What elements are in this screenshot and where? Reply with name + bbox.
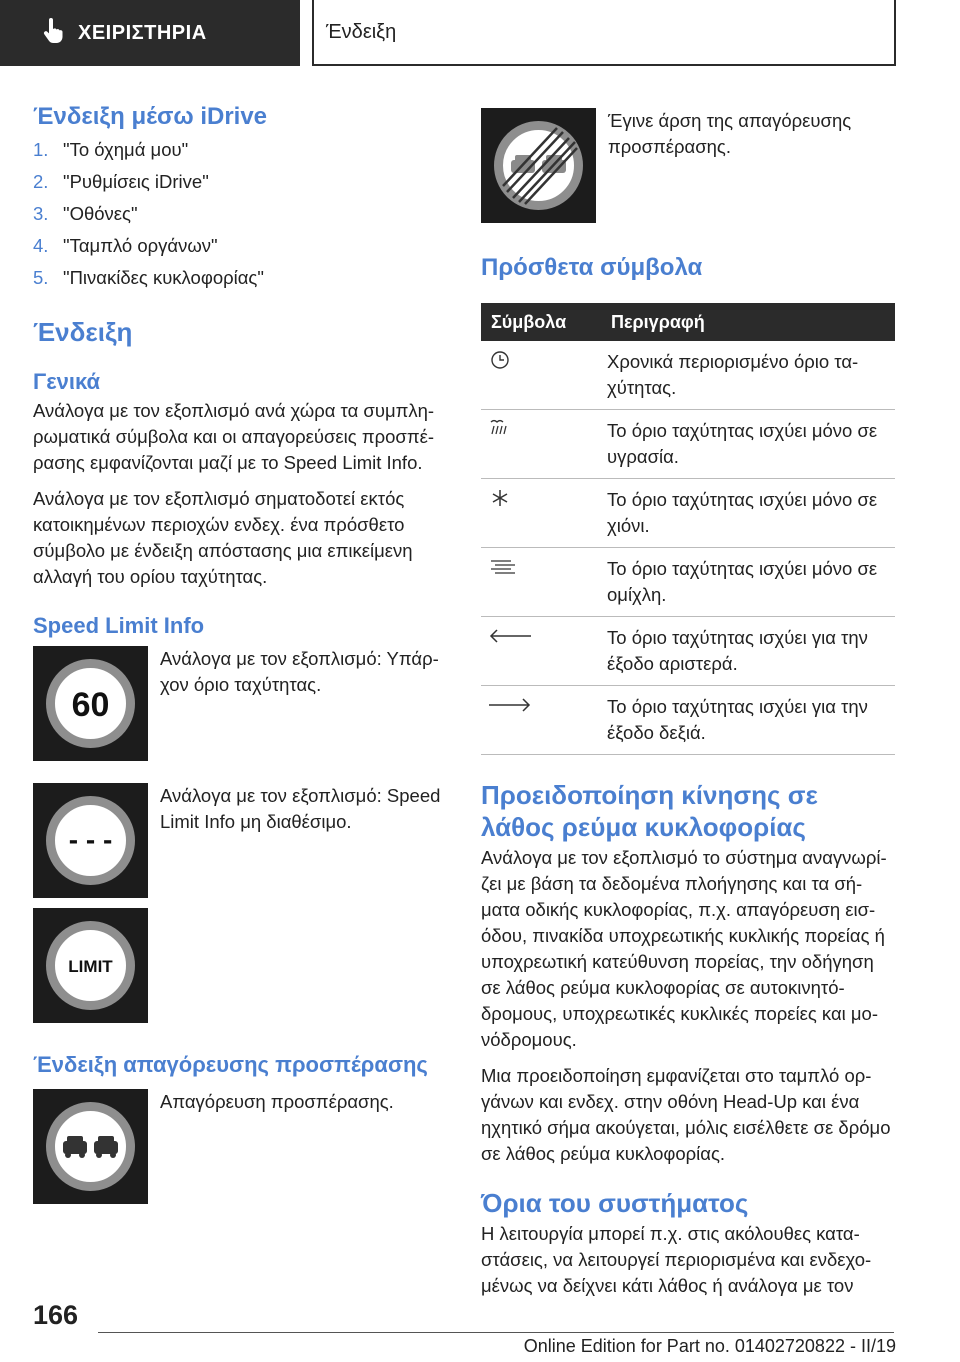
rain-road-icon (487, 423, 513, 444)
sign-description: Έγινε άρση της απαγόρευσης προσπέρασης. (608, 110, 852, 157)
speed-limit-limit-sign (33, 908, 148, 1023)
wrong-way-heading: Προειδοποίηση κίνησης σε λάθος ρεύμα κυκλοφορίας (481, 780, 818, 842)
no-passing-heading: Ένδειξη απαγόρευσης προσπέρασης (33, 1052, 428, 1077)
table-row (481, 617, 895, 686)
sign-text: 60 (71, 686, 110, 724)
hand-pointer-icon (40, 18, 64, 49)
table-row (481, 479, 895, 548)
sign-description: Ανάλογα με τον εξοπλισμό: Speed Limit Info μη διαθέσιμο. (160, 785, 441, 832)
left-column (33, 100, 448, 1204)
speed-limit-info-heading: Speed Limit Info (33, 613, 205, 638)
table-cell: Το όριο ταχύτητας ισχύει μόνο σε υγρασία. (607, 410, 895, 479)
sign-row-limit (33, 908, 448, 1023)
general-paragraph-2: Ανάλογα με τον εξοπλισμό σηματοδοτεί εκτός κατοικημένων περιοχών ενδεχ. ένα πρόσθετο σύμβολο με ένδειξη απόστασης μια επικείμενη αλλαγή του ορίου ταχύτητας. (33, 488, 413, 587)
sign-row-60 (33, 646, 448, 761)
general-paragraph-1: Ανάλογα με τον εξοπλισμό ανά χώρα τα συμπλη-ρωματικά σύμβολα και οι απαγορεύσεις προσπέ-ρασης εμφανίζονται μαζί με το Speed Limit Info. (33, 400, 435, 473)
page-footer (0, 1300, 960, 1362)
speed-limit-unavailable-sign (33, 783, 148, 898)
sign-description: Ανάλογα με τον εξοπλισμό: Υπάρ-χον όριο ταχύτητας. (160, 648, 439, 695)
list-item: 1. "Το όχημά μου" (33, 139, 189, 160)
sign-row-unavailable (33, 783, 448, 898)
page-number: 166 (33, 1300, 79, 1330)
clock-icon (487, 354, 513, 375)
general-heading: Γενικά (33, 369, 101, 394)
snowflake-icon (487, 492, 513, 513)
sign-row-no-passing (33, 1089, 448, 1204)
idrive-heading: Ένδειξη μέσω iDrive (33, 103, 268, 130)
right-column (481, 108, 895, 1299)
sign-row-end-no-passing (481, 108, 895, 223)
section-tab (0, 0, 300, 66)
table-cell: Το όριο ταχύτητας ισχύει μόνο σε ομίχλη. (607, 548, 895, 617)
wrong-way-paragraph-1: Ανάλογα με τον εξοπλισμό το σύστημα αναγνωρί-ζει με βάση τα δεδομένα πλοήγησης και τα σή-ματα οδικής κυκλοφορίας, π.χ. απαγόρευση εισ-όδου, πινακίδα υποχρεωτικής κυκλικής πορείας ή υποχρεωτική κατεύθυνση πορείας, την οδήγηση σε λάθος ρεύμα κυκλοφορίας σε αυτοκινητό-δρομους, υποχρεωτικές κυκλικές πορείες και μο-νόδρομους. (481, 847, 887, 1050)
sign-description: Απαγόρευση προσπέρασης. (160, 1091, 394, 1112)
section-label: ΧΕΙΡΙΣΤΗΡΙΑ (78, 21, 207, 44)
list-item: 2. "Ρυθμίσεις iDrive" (33, 171, 209, 192)
speed-limit-60-sign (33, 646, 148, 761)
table-row (481, 686, 895, 755)
sign-text: - - - (68, 824, 113, 855)
breadcrumb: Ένδειξη (312, 0, 896, 66)
table-cell: Το όριο ταχύτητας ισχύει μόνο σε χιόνι. (607, 479, 895, 548)
fog-icon (487, 561, 517, 582)
table-cell: Το όριο ταχύτητας ισχύει για την έξοδο δεξιά. (607, 686, 895, 755)
table-cell: Χρονικά περιορισμένο όριο τα-χύτητας. (607, 341, 895, 410)
list-item: 5. "Πινακίδες κυκλοφορίας" (33, 267, 264, 288)
display-heading: Ένδειξη (33, 317, 133, 347)
table-cell: Το όριο ταχύτητας ισχύει για την έξοδο αριστερά. (607, 617, 895, 686)
sign-text: LIMIT (68, 957, 113, 976)
symbols-table (481, 303, 895, 755)
table-header-description: Περιγραφή (607, 303, 895, 341)
table-row (481, 341, 895, 410)
list-item: 3. "Οθόνες" (33, 203, 138, 224)
table-header-symbols: Σύμβολα (481, 303, 607, 341)
footer-divider (98, 1332, 894, 1333)
table-row (481, 410, 895, 479)
page-header (0, 0, 960, 66)
arrow-left-icon (487, 630, 533, 651)
edition-text: Online Edition for Part no. 01402720822 - II/19 (523, 1336, 896, 1356)
steps-list (33, 134, 448, 294)
additional-symbols-heading: Πρόσθετα σύμβολα (481, 254, 703, 281)
system-limits-heading: Όρια του συστήματος (481, 1188, 749, 1218)
list-item: 4. "Ταμπλό οργάνων" (33, 235, 218, 256)
table-row (481, 548, 895, 617)
arrow-right-icon (487, 699, 533, 720)
system-limits-paragraph: Η λειτουργία μπορεί π.χ. στις ακόλουθες κατα-στάσεις, να λειτουργεί περιορισμένα και ενδεχο-μένως να δείχνει κάτι λάθος ή ανάλογα με τον (481, 1223, 872, 1296)
no-passing-sign (33, 1089, 148, 1204)
end-no-passing-sign (481, 108, 596, 223)
wrong-way-paragraph-2: Μια προειδοποίηση εμφανίζεται στο ταμπλό ορ-γάνων και ενδεχ. στην οθόνη Head-Up και ένα ηχητικό σήμα ακούγεται, μόλις εισέλθετε σε δρόμο σε λάθος ρεύμα κυκλοφορίας. (481, 1065, 891, 1164)
